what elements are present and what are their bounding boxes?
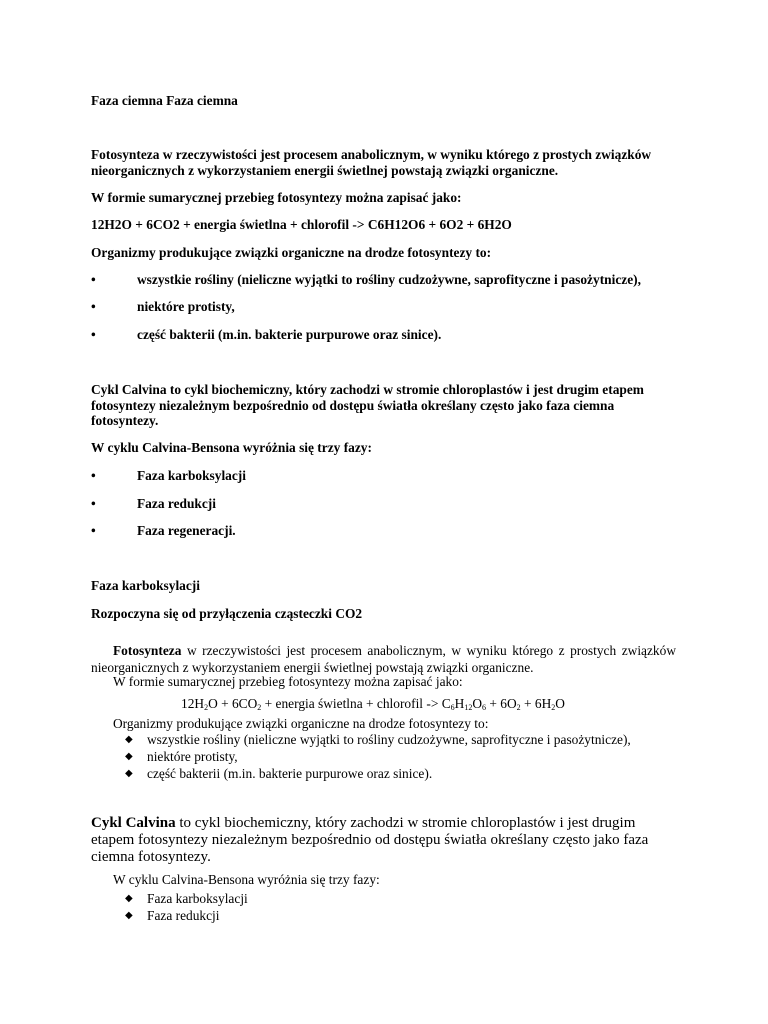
list-item-text: część bakterii (m.in. bakterie purpurowe oraz sinice).	[137, 327, 442, 342]
calvin-paragraph-text: to cykl biochemiczny, który zachodzi w stromie chloroplastów i jest drugim etapem fotosyntezy niezależnym bezpośrednio od dostępu światła określany często jako faza ciemna fotosyntezy.	[91, 815, 649, 865]
list-item-text: niektóre protisty,	[147, 749, 238, 764]
list-item-text: Faza karboksylacji	[147, 891, 248, 906]
lead-term: Fotosynteza	[113, 643, 182, 658]
summary-intro: W formie sumarycznej przebieg fotosyntezy można zapisać jako:	[113, 674, 463, 689]
organisms-intro: Organizmy produkujące związki organiczne na drodze fotosyntezy to:	[113, 716, 489, 731]
bullet-icon: •	[91, 468, 96, 483]
calvin-term: Cykl Calvina	[91, 815, 176, 831]
bullet-icon: •	[91, 272, 96, 287]
intro-paragraph	[91, 643, 676, 676]
document-heading: Faza ciemna Faza ciemna	[91, 93, 238, 108]
diamond-bullet-icon: ◆	[125, 768, 133, 779]
calvin-paragraph-bold: Cykl Calvina to cykl biochemiczny, który zachodzi w stromie chloroplastów i jest drugim etapem fotosyntezy niezależnym bezpośrednio od dostępu światła określany często jako faza ciemna fotosyntezy.	[91, 382, 644, 428]
bullet-icon: •	[91, 523, 96, 538]
list-item-text: wszystkie rośliny (nieliczne wyjątki to rośliny cudzożywne, saprofityczne i pasożytnicze),	[137, 272, 641, 287]
calvin-paragraph	[91, 815, 671, 866]
bullet-icon: •	[91, 299, 96, 314]
list-item-text: Faza redukcji	[137, 496, 216, 511]
list-item-text: część bakterii (m.in. bakterie purpurowe oraz sinice).	[147, 766, 433, 781]
sub-text: Rozpoczyna się od przyłączenia cząsteczki CO2	[91, 606, 363, 621]
diamond-bullet-icon: ◆	[125, 893, 133, 904]
list-item-text: wszystkie rośliny (nieliczne wyjątki to rośliny cudzożywne, saprofityczne i pasożytnicze),	[147, 732, 631, 747]
diamond-bullet-icon: ◆	[125, 734, 133, 745]
phases-intro-bold: W cyklu Calvina-Bensona wyróżnia się trzy fazy:	[91, 440, 372, 455]
intro-paragraph-bold: Fotosynteza w rzeczywistości jest procesem anabolicznym, w wyniku którego z prostych związków nieorganicznych z wykorzystaniem energii świetlnej powstają związki organiczne.	[91, 147, 652, 178]
bullet-icon: •	[91, 327, 96, 342]
chemical-equation: $12H_2O + 6CO_2$ + energia świetlna + chlorofil -> $C_6H_{12}O_6 + 6O_2 + 6H_2O$	[181, 696, 565, 712]
diamond-bullet-icon: ◆	[125, 751, 133, 762]
list-item-text: Faza redukcji	[147, 908, 220, 923]
list-item-text: Faza karboksylacji	[137, 468, 246, 483]
subheading: Faza karboksylacji	[91, 578, 200, 593]
summary-intro-bold: W formie sumarycznej przebieg fotosyntezy można zapisać jako:	[91, 190, 462, 205]
diamond-bullet-icon: ◆	[125, 910, 133, 921]
list-item-text: niektóre protisty,	[137, 299, 235, 314]
list-item-text: Faza regeneracji.	[137, 523, 236, 538]
intro-paragraph-text: w rzeczywistości jest procesem anabolicznym, w wyniku którego z prostych związków nieorganicznych z wykorzystaniem energii świetlnej powstają związki organiczne.	[91, 643, 676, 675]
equation-bold: 12H2O + 6CO2 + energia świetlna + chlorofil -> C6H12O6 + 6O2 + 6H2O	[91, 217, 512, 232]
organisms-intro-bold: Organizmy produkujące związki organiczne na drodze fotosyntezy to:	[91, 245, 492, 260]
bullet-icon: •	[91, 496, 96, 511]
phases-intro: W cyklu Calvina-Bensona wyróżnia się trzy fazy:	[113, 872, 380, 887]
